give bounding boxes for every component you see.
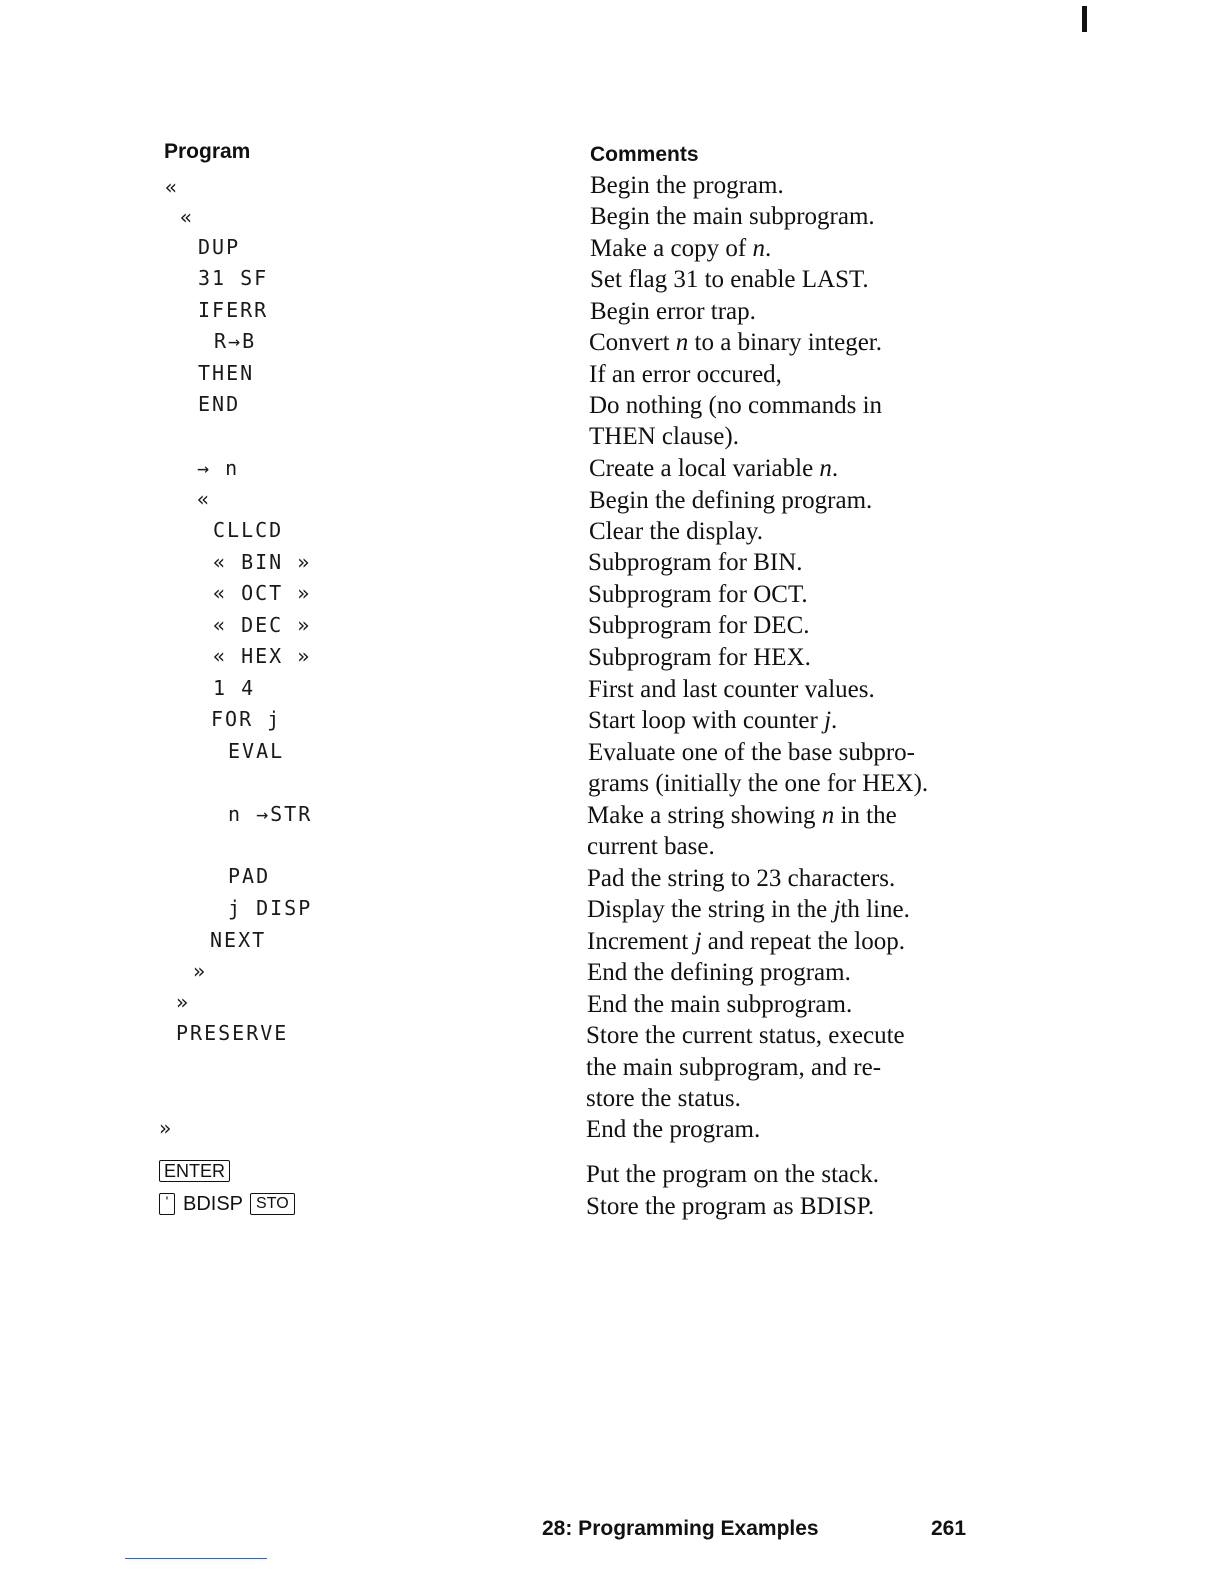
code-line: « HEX » [213, 644, 312, 668]
comment-line: current base. [587, 833, 715, 860]
comment-line: THEN clause). [589, 423, 739, 450]
comment-line: Subprogram for BIN. [588, 549, 803, 576]
comment-line: Do nothing (no commands in [589, 392, 883, 419]
comment-line: Display the string in the jth line. [587, 896, 910, 923]
code-line: « OCT » [213, 581, 312, 605]
code-line: CLLCD [213, 518, 284, 542]
code-line: NEXT [210, 928, 267, 952]
code-line: « BIN » [213, 550, 312, 574]
comment-line: Store the current status, execute [586, 1022, 905, 1049]
code-line: « DEC » [213, 613, 312, 637]
code-line: PRESERVE [176, 1021, 289, 1045]
code-line: → n [197, 456, 240, 480]
sto-key: STO [250, 1193, 295, 1215]
comment-line: Convert n to a binary integer. [589, 329, 882, 356]
code-line: j DISP [228, 896, 313, 920]
comment-line: Clear the display. [589, 518, 764, 545]
comment-line: First and last counter values. [588, 676, 875, 703]
comment-line: End the defining program. [587, 959, 851, 986]
comment-line: the main subprogram, and re- [586, 1054, 882, 1081]
keystroke-store-line [159, 1192, 295, 1216]
code-line: R→B [214, 329, 257, 353]
code-line: « [197, 487, 212, 511]
comment-line: If an error occured, [589, 361, 782, 388]
comment-line: Evaluate one of the base subpro- [588, 739, 915, 766]
comment-line: Make a string showing n in the [587, 802, 897, 829]
footer-chapter-title: 28: Programming Examples [542, 1517, 819, 1540]
code-line: 31 SF [198, 266, 269, 290]
code-line: FOR j [211, 707, 282, 731]
code-line: « [165, 175, 180, 199]
code-line: PAD [228, 864, 271, 888]
code-line: » [176, 990, 191, 1014]
code-line: THEN [198, 361, 255, 385]
code-line: n →STR [228, 802, 313, 826]
program-column-header: Program [164, 140, 251, 163]
comment-line: Start loop with counter j. [588, 707, 838, 734]
code-line: EVAL [228, 739, 285, 763]
code-line: DUP [198, 235, 241, 259]
footer-rule [125, 1558, 267, 1559]
page-number: 261 [931, 1517, 967, 1540]
code-line: IFERR [198, 298, 269, 322]
comment-line: Create a local variable n. [589, 455, 839, 482]
code-line: » [193, 959, 208, 983]
page-edge-mark [1082, 6, 1087, 32]
code-line: END [198, 392, 241, 416]
comment-line: Begin the main subprogram. [590, 203, 875, 230]
comment-line: Begin the program. [590, 172, 784, 199]
code-line: « [180, 205, 195, 229]
comment-line: grams (initially the one for HEX). [588, 770, 929, 797]
comment-line: Subprogram for HEX. [588, 644, 811, 671]
tick-key: ' [159, 1193, 175, 1215]
comment-line: Increment j and repeat the loop. [587, 928, 905, 955]
comment-line: Pad the string to 23 characters. [587, 865, 896, 892]
comment-line: Begin error trap. [590, 298, 756, 325]
comment-line: Set flag 31 to enable LAST. [590, 266, 869, 293]
comment-line: Subprogram for OCT. [588, 581, 808, 608]
code-line: » [159, 1116, 174, 1140]
enter-key: ENTER [159, 1160, 230, 1182]
code-line: 1 4 [213, 676, 256, 700]
comment-line: Put the program on the stack. [586, 1161, 879, 1188]
comment-line: Subprogram for DEC. [588, 612, 810, 639]
comment-line: End the program. [586, 1116, 761, 1143]
comment-line: Begin the defining program. [589, 487, 873, 514]
comment-line: store the status. [586, 1085, 741, 1112]
comment-line: Make a copy of n. [590, 235, 772, 262]
comment-line: Store the program as BDISP. [586, 1193, 875, 1220]
keystroke-enter-line [159, 1160, 230, 1182]
comment-line: End the main subprogram. [587, 991, 853, 1018]
program-name: BDISP [183, 1193, 244, 1215]
comments-column-header: Comments [590, 143, 699, 166]
